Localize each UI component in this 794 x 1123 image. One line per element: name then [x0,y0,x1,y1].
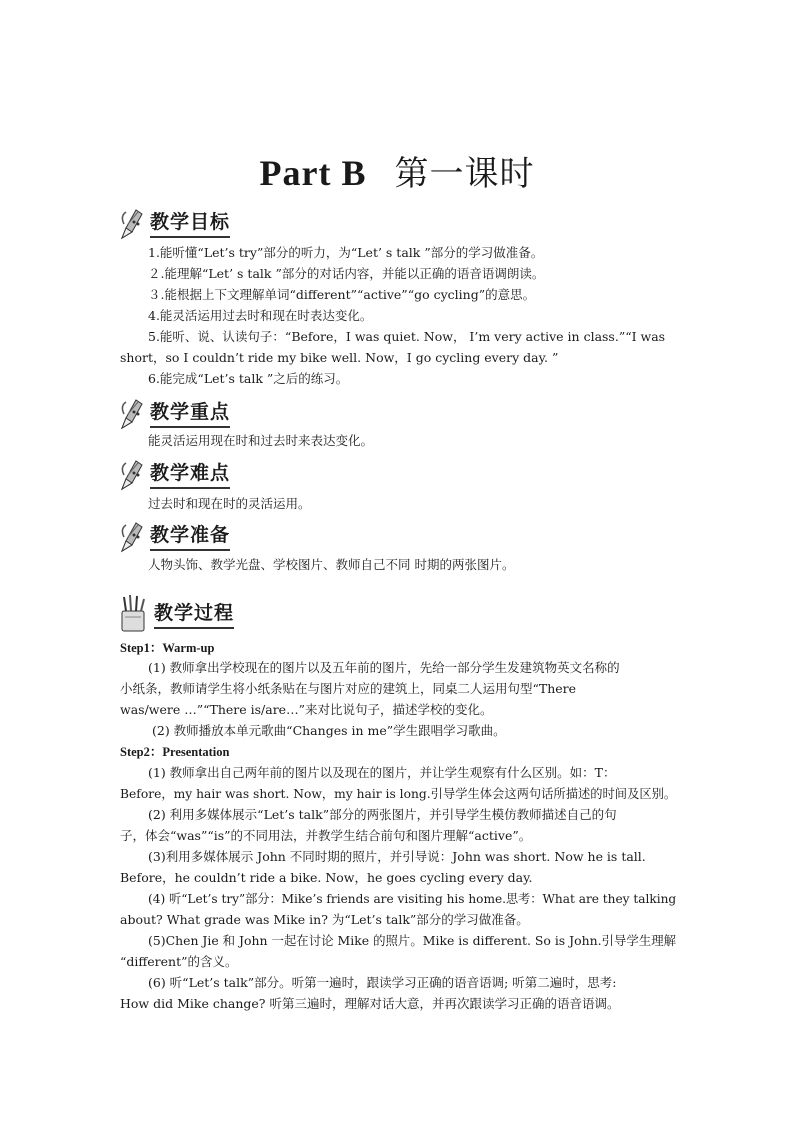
step1-line: 小纸条，教师请学生将小纸条贴在与图片对应的建筑上，同桌二人运用句型“There [120,681,577,696]
step2-heading: Step2：Presentation [120,745,230,759]
step2-line: Before，he couldn’t ride a bike. Now，he goes cycling every day. [120,870,533,885]
step2-line: (5)Chen Jie 和 John 一起在讨论 Mike 的照片。Mike is different. So is John.引导学生理解 [148,933,677,948]
step2-line: 子，体会“was”“is”的不同用法，并教学生结合前句和图片理解“active”。 [120,828,532,843]
pencil-cup-icon [116,593,150,633]
difficult-line: 过去时和现在时的灵活运用。 [148,496,311,511]
step1-line: (1) 教师拿出学校现在的图片以及五年前的图片，先给一部分学生发建筑物英文名称的 [148,660,620,675]
step2-line: How did Mike change? 听第三遍时，理解对话大意，并再次跟读学习正确的语音语调。 [120,996,620,1011]
section-goals-header [116,205,230,239]
pencil-icon [116,455,146,491]
section-title-key: 教学重点 [150,397,230,428]
section-title-difficult: 教学难点 [150,458,230,489]
step2-line: Before，my hair was short. Now，my hair is long.引导学生体会这两句话所描述的时间及区别。 [120,786,677,801]
step1-line: was/were …”“There is/are…”来对比说句子，描述学校的变化。 [120,702,493,717]
goal-line: ３.能根据上下文理解单词“different”“active”“go cycling”的意思。 [148,287,536,302]
step2-line: about? What grade was Mike in? 为“Let’s talk”部分的学习做准备。 [120,912,529,927]
prep-line: 人物头饰、教学光盘、学校图片、教师自己不同 时期的两张图片。 [148,557,515,572]
section-title-prep: 教学准备 [150,520,230,551]
key-line: 能灵活运用现在时和过去时来表达变化。 [148,433,374,448]
goal-line: ２.能理解“Let’ s talk ”部分的对话内容，并能以正确的语音语调朗读。 [148,266,545,281]
section-prep-header [116,518,230,552]
step1-line: (2) 教师播放本单元歌曲“Changes in me”学生跟唱学习歌曲。 [152,723,506,738]
page-title [0,146,794,195]
step2-line: (6) 听“Let’s talk”部分。听第一遍时，跟读学习正确的语音语调; 听第二遍时，思考: [148,975,617,990]
step2-line: (4) 听“Let’s try”部分：Mike’s friends are visiting his home.思考：What are they talking [148,891,677,906]
pencil-icon [116,517,146,553]
section-key-header [116,395,230,429]
step2-line: (1) 教师拿出自己两年前的图片以及现在的图片，并让学生观察有什么区别。如：T： [148,765,616,780]
goal-line: 5.能听、说、认读句子：“Before，I was quiet. Now， I’m very active in class.”“I was [148,329,666,344]
step2-line: “different”的含义。 [120,954,238,969]
step1-heading: Step1：Warm-up [120,641,215,655]
goal-line: 6.能完成“Let’s talk ”之后的练习。 [148,371,349,386]
section-title-process: 教学过程 [154,598,234,629]
goal-line: 4.能灵活运用过去时和现在时表达变化。 [148,308,373,323]
section-title-goals: 教学目标 [150,207,230,238]
goal-line: 1.能听懂“Let’s try”部分的听力，为“Let’ s talk ”部分的学习做准备。 [148,245,544,260]
title-zh: 第一课时 [394,154,535,194]
step2-line: (2) 利用多媒体展示“Let’s talk”部分的两张图片，并引导学生模仿教师描述自己的句 [148,807,617,822]
step2-line: (3)利用多媒体展示 John 不同时期的照片，并引导说：John was short. Now he is tall. [148,849,646,864]
title-en: Part B [259,153,367,193]
pencil-icon [116,204,146,240]
goal-line: short，so I couldn’t ride my bike well. Now，I go cycling every day. ” [120,350,559,365]
section-difficult-header [116,456,230,490]
pencil-icon [116,394,146,430]
section-process-header [116,592,234,634]
